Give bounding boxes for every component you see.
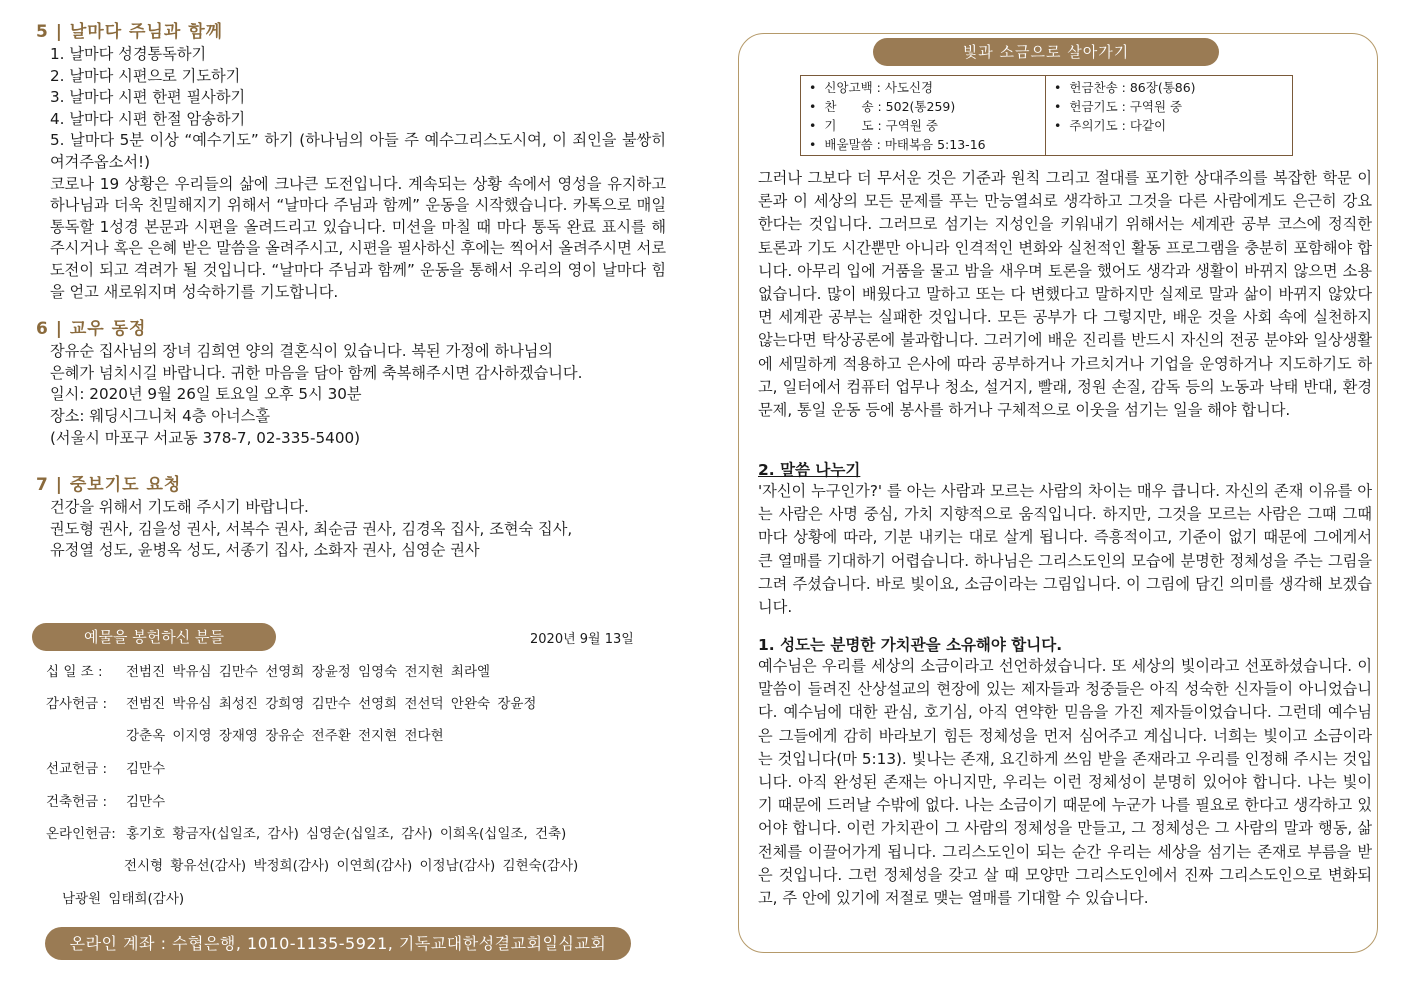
- offering-row-online: [46, 822, 566, 842]
- section-6-line: 일시: 2020년 9월 26일 토요일 오후 5시 30분: [50, 385, 362, 404]
- worship-item: • 신앙고백 : 사도신경: [809, 78, 1037, 97]
- section-5-line: 2. 날마다 시편으로 기도하기: [50, 66, 241, 85]
- section-5-body: [36, 44, 666, 303]
- sermon-paragraph-2: '자신이 누구인가?' 를 아는 사람과 모르는 사람의 차이는 매우 큽니다. 자신의 존재 이유를 아는 사람은 사명 중심, 가치 지향적으로 움직입니다. 하지만, 그것을 모르는 사람은 그때 그때 마다 상황에 따라, 기분 내키는 대로 살게 됩니다. 즉흥적이고, 기준이 없기 때문에 그에게서 큰 열매를 기대하기 어렵습니다. 하나님은 그리스도인의 모습에 분명한 정체성을 주는 그림을 그려 주셨습니다. 바로 빛이요, 소금이라는 그림입니다. 이 그림에 담긴 의미를 생각해 보겠습니다.: [758, 482, 1372, 617]
- right-page-title: 빛과 소금으로 살아가기: [873, 38, 1219, 66]
- section-5-line: 3. 날마다 시편 한편 필사하기: [50, 88, 246, 107]
- offering-names: 전범진 박유심 김만수 선영희 장윤정 임영숙 전지현 최라엘: [126, 664, 491, 680]
- offering-names: 홍기호 황금자(십일조, 감사) 심영순(십일조, 감사) 이희옥(십일조, 건축): [126, 826, 567, 842]
- section-5-line: 1. 날마다 성경통독하기: [50, 45, 207, 63]
- section-6-line: 은혜가 넘치시길 바랍니다. 귀한 마음을 담아 함께 축복해주시면 감사하겠습니다.: [50, 363, 583, 382]
- offering-label: 선교헌금 :: [46, 761, 108, 777]
- offering-title-banner: 예물을 봉헌하신 분들: [32, 623, 276, 651]
- offering-label: 온라인헌금:: [46, 826, 116, 842]
- section-6-line: 장유순 집사님의 장녀 김희연 양의 결혼식이 있습니다. 복된 가정에 하나님의: [50, 342, 554, 361]
- offering-label: 건축헌금 :: [46, 794, 108, 810]
- section-6-line: (서울시 마포구 서교동 378-7, 02-335-5400): [50, 428, 361, 447]
- section-heading-values: 1. 성도는 분명한 가치관을 소유해야 합니다.: [758, 636, 1063, 654]
- worship-item: • 헌금찬송 : 86장(통86): [1054, 78, 1284, 97]
- section-6-line: 장소: 웨딩시그니처 4층 아너스홀: [50, 406, 270, 425]
- offering-names: 김만수: [126, 794, 166, 810]
- section-6-body: [36, 341, 666, 449]
- left-column: [36, 20, 666, 562]
- offering-names: 전범진 박유심 최성진 강희영 김만수 선영희 전선덕 안완숙 장윤정: [126, 696, 537, 712]
- offering-row-tithe: [46, 660, 490, 680]
- section-5-title: 5 | 날마다 주님과 함께: [36, 22, 224, 42]
- worship-item: • 주의기도 : 다같이: [1054, 116, 1284, 135]
- section-heading-sharing: 2. 말씀 나누기: [758, 461, 861, 479]
- offering-row-thanks: [46, 692, 536, 712]
- section-7-line: 건강을 위해서 기도해 주시기 바랍니다.: [50, 498, 309, 517]
- offering-row-building: [46, 790, 165, 810]
- offering-row-mission: [46, 757, 165, 777]
- offering-label: 십 일 조 :: [46, 664, 103, 680]
- worship-item: • 헌금기도 : 구역원 중: [1054, 97, 1284, 116]
- worship-item: • 찬 송 : 502(통259): [809, 97, 1037, 116]
- offering-date: 2020년 9월 13일: [530, 632, 634, 647]
- sermon-paragraph-3: 예수님은 우리를 세상의 소금이라고 선언하셨습니다. 또 세상의 빛이라고 선포하셨습니다. 이 말씀이 들려진 산상설교의 현장에 있는 제자들과 청중들은 아직 성숙한 신자들이 아니었습니다. 예수님에 대한 관심, 호기심, 아직 연약한 믿음을 가진 제자들이었습니다. 그런데 예수님은 그들에게 감히 바라보기 힘든 정체성을 먼저 심어주고 계십니다. 너희는 빛이고 소금이라는 것입니다(마 5:13). 빛나는 존재, 요긴하게 쓰임 받을 존재라고 우리를 인정해 주시는 것입니다. 아직 완성된 존재는 아니지만, 우리는 이런 정체성이 분명히 있어야 합니다. 나는 빛이기 때문에 드러날 수밖에 없다. 나는 소금이기 때문에 누군가 나를 필요로 한다고 생각하고 있어야 합니다. 이런 가치관이 그 사람의 정체성을 만들고, 그 정체성은 그 사람의 말과 행동, 삶 전체를 이끌어가게 됩니다. 그리스도인이 되는 순간 우리는 세상을 섬기는 존재로 부름을 받은 것입니다. 그런 정체성을 갖고 살 때 모양만 그리스도인에서 진짜 그리스도인으로 변화되고, 주 안에 있기에 저절로 맺는 열매를 기대할 수 있습니다.: [758, 657, 1372, 908]
- offering-label: 감사헌금 :: [46, 696, 108, 712]
- section-5-line: 4. 날마다 시편 한절 암송하기: [50, 109, 246, 128]
- worship-item: • 배울말씀 : 마태복음 5:13-16: [809, 135, 1037, 154]
- worship-col-left: [801, 76, 1046, 155]
- section-7-line: 권도형 권사, 김을성 권사, 서복수 권사, 최순금 권사, 김경옥 집사, 조현숙 집사,: [50, 519, 573, 538]
- offering-names-continued: 남광원 임태희(감사): [62, 891, 185, 907]
- section-7-body: [36, 497, 666, 562]
- worship-order-table: [800, 75, 1293, 156]
- sermon-paragraph-1: 그러나 그보다 더 무서운 것은 기준과 원칙 그리고 절대를 포기한 상대주의를 복잡한 학문 이론과 이 세상의 모든 문제를 푸는 만능열쇠로 생각하고 그것을 다른 사람에게도 은근히 강요한다는 것입니다. 그러므로 섬기는 지성인을 키워내기 위해서는 세계관 공부 코스에 정직한 토론과 기도 시간뿐만 아니라 인격적인 변화와 실천적인 활동 프로그램을 충분히 포함해야 합니다. 아무리 입에 거품을 물고 밤을 새우며 토론을 했어도 생각과 생활이 바뀌지 않으면 소용없습니다. 많이 배웠다고 말하고 또는 다 변했다고 말하지만 실제로 말과 삶이 바뀌지 않았다면 세계관 공부는 실패한 것입니다. 모든 공부가 다 그렇지만, 배운 것을 사회 속에 실천하지 않는다면 탁상공론에 불과합니다. 그러기에 배운 진리를 반드시 자신의 전공 분야와 일상생활에 세밀하게 적용하고 은사에 따라 공부하거나 가르치거나 기업을 운영하거나 지도하기도 하고, 일터에서 컴퓨터 업무나 청소, 설거지, 빨래, 정원 손질, 감독 등의 노동과 낙태 반대, 환경문제, 통일 운동 등에 봉사를 하거나 구체적으로 이웃을 섬기는 일을 해야 합니다.: [758, 169, 1372, 420]
- worship-item: • 기 도 : 구역원 중: [809, 116, 1037, 135]
- section-5-paragraph: 코로나 19 상황은 우리들의 삶에 크나큰 도전입니다. 계속되는 상황 속에서 영성을 유지하고 하나님과 더욱 친밀해지기 위해서 “날마다 주님과 함께” 운동을 시작했습니다. 카톡으로 매일 통독할 1성경 본문과 시편을 올려드리고 있습니다. 미션을 마칠 때 마다 통독 완료 표시를 해주시거나 혹은 은혜 받은 말씀을 올려주시고, 시편을 필사하신 후에는 찍어서 올려주시면 서로 도전이 되고 격려가 될 것입니다. “날마다 주님과 함께” 운동을 통해서 우리의 영이 날마다 힘을 얻고 새로워지며 성숙하기를 기도합니다.: [50, 174, 666, 301]
- offering-names: 김만수: [126, 761, 166, 777]
- online-account-banner: 온라인 계좌 : 수협은행, 1010-1135-5921, 기독교대한성결교회일심교회: [45, 927, 631, 960]
- worship-col-right: [1046, 76, 1292, 155]
- offering-names-continued: 강춘옥 이지영 장재영 장유순 전주환 전지현 전다현: [126, 728, 444, 744]
- offering-names-continued: 전시형 황유선(감사) 박정희(감사) 이연희(감사) 이정남(감사) 김현숙(감사): [124, 858, 579, 874]
- section-7-line: 유정열 성도, 윤병옥 성도, 서종기 집사, 소화자 권사, 심영순 권사: [50, 541, 480, 560]
- section-7-title: 7 | 중보기도 요청: [36, 475, 182, 496]
- section-5-line: 5. 날마다 5분 이상 “예수기도” 하기 (하나님의 아들 주 예수그리스도시여, 이 죄인을 불쌍히 여겨주옵소서!): [50, 131, 666, 171]
- section-6-title: 6 | 교우 동정: [36, 319, 147, 340]
